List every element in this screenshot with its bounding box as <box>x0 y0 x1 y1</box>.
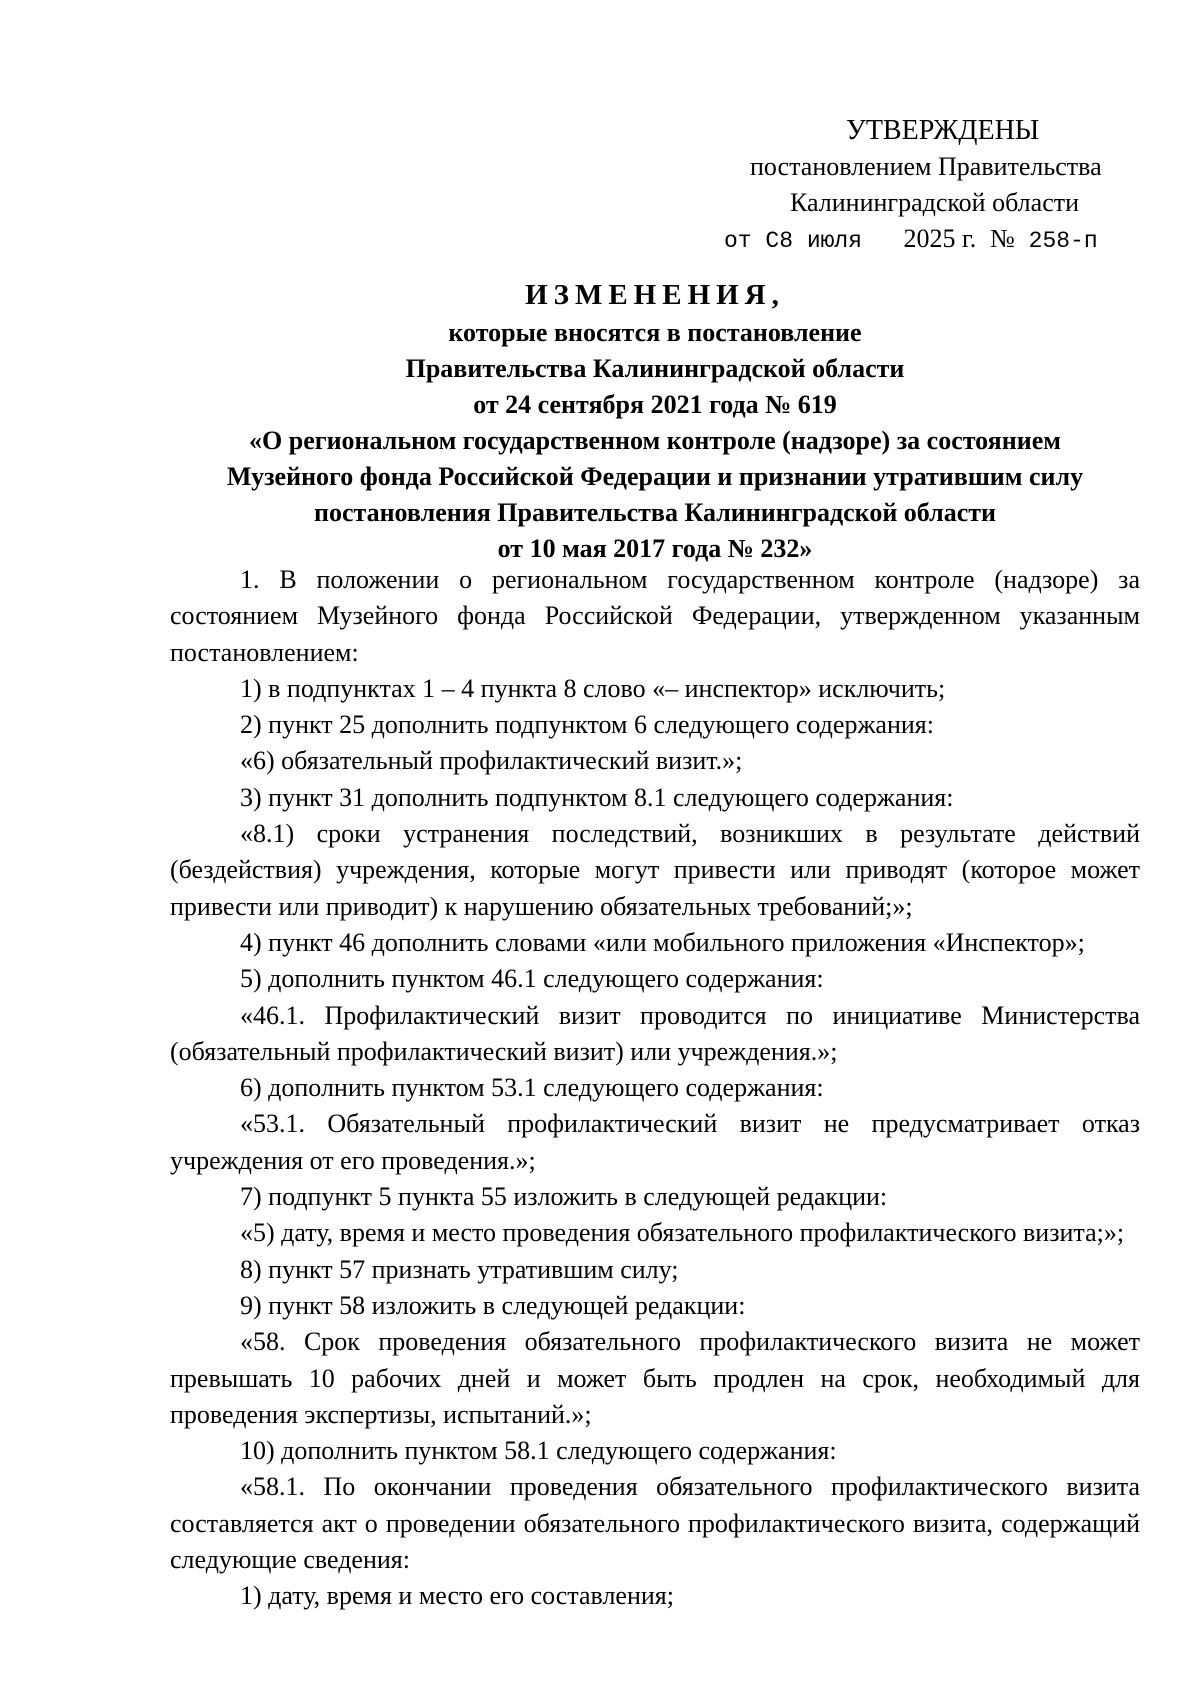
document-title: ИЗМЕНЕНИЯ, <box>525 279 785 311</box>
paragraph: 1) в подпунктах 1 – 4 пункта 8 слово «– инспектор» исключить; <box>240 673 946 703</box>
paragraph: «46.1. Профилактический визит проводится по инициативе Министерства (обязательный профилактический визит) или учреждения.»; <box>170 1000 1140 1066</box>
approval-stamp <box>700 113 1130 259</box>
heading-line: от 10 мая 2017 года № 232» <box>497 534 813 563</box>
paragraph: 9) пункт 58 изложить в следующей редакции: <box>240 1290 746 1320</box>
paragraph: 6) дополнить пунктом 53.1 следующего содержания: <box>240 1073 824 1103</box>
paragraph: 5) дополнить пунктом 46.1 следующего содержания: <box>240 964 824 994</box>
heading-line: Правительства Калининградской области <box>405 354 905 383</box>
paragraph: «58.1. По окончании проведения обязательного профилактического визита составляется акт о проведении обязательного профилактического визита, содержащий следующие сведения: <box>170 1472 1140 1575</box>
paragraph: 7) подпункт 5 пункта 55 изложить в следующей редакции: <box>240 1182 888 1212</box>
approval-line-2: Калининградской области <box>790 188 1080 217</box>
approval-date-prefix: от <box>724 228 752 254</box>
approval-date-line <box>700 221 1130 259</box>
heading-line: которые вносятся в постановление <box>448 318 862 347</box>
approval-year: 2025 г. <box>903 224 977 253</box>
paragraph: 8) пункт 57 признать утратившим силу; <box>240 1254 679 1284</box>
paragraph: 1. В положении о региональном государственном контроле (надзоре) за состоянием Музейного фонда Российской Федерации, утвержденном указанным постановлением: <box>170 565 1140 667</box>
document-body <box>170 562 1140 1615</box>
paragraph: «58. Срок проведения обязательного профилактического визита не может превышать 10 рабочих дней и может быть продлен на срок, необходимый для проведения экспертизы, испытаний.»; <box>170 1327 1140 1429</box>
paragraph: 3) пункт 31 дополнить подпунктом 8.1 следующего содержания: <box>240 782 954 812</box>
paragraph: «8.1) сроки устранения последствий, возникших в результате действий (бездействия) учреждения, которые могут привести или приводят (которое может привести или приводит) к нарушению обязательных требований;»; <box>170 819 1140 921</box>
approval-title: УТВЕРЖДЕНЫ <box>846 115 1040 146</box>
heading-line: от 24 сентября 2021 года № 619 <box>473 390 837 419</box>
heading-line: Музейного фонда Российской Федерации и признании утратившим силу <box>226 462 1084 491</box>
paragraph: «5) дату, время и место проведения обязательного профилактического визита;»; <box>240 1218 1125 1248</box>
document-heading <box>170 275 1140 567</box>
approval-number-label: № <box>990 224 1015 253</box>
paragraph: 10) дополнить пунктом 58.1 следующего содержания: <box>240 1436 837 1466</box>
paragraph: 2) пункт 25 дополнить подпунктом 6 следующего содержания: <box>240 710 934 740</box>
paragraph: «6) обязательный профилактический визит.»; <box>240 746 743 776</box>
approval-date: С8 июля <box>765 228 863 254</box>
approval-line-1: постановлением Правительства <box>750 152 1102 181</box>
heading-line: постановления Правительства Калининградской области <box>313 498 997 527</box>
paragraph: «53.1. Обязательный профилактический визит не предусматривает отказ учреждения от его проведения.»; <box>170 1109 1140 1175</box>
paragraph: 1) дату, время и место его составления; <box>240 1581 674 1611</box>
paragraph: 4) пункт 46 дополнить словами «или мобильного приложения «Инспектор»; <box>240 927 1085 957</box>
approval-number: 258-п <box>1028 228 1098 254</box>
heading-line: «О региональном государственном контроле (надзоре) за состоянием <box>249 426 1061 455</box>
